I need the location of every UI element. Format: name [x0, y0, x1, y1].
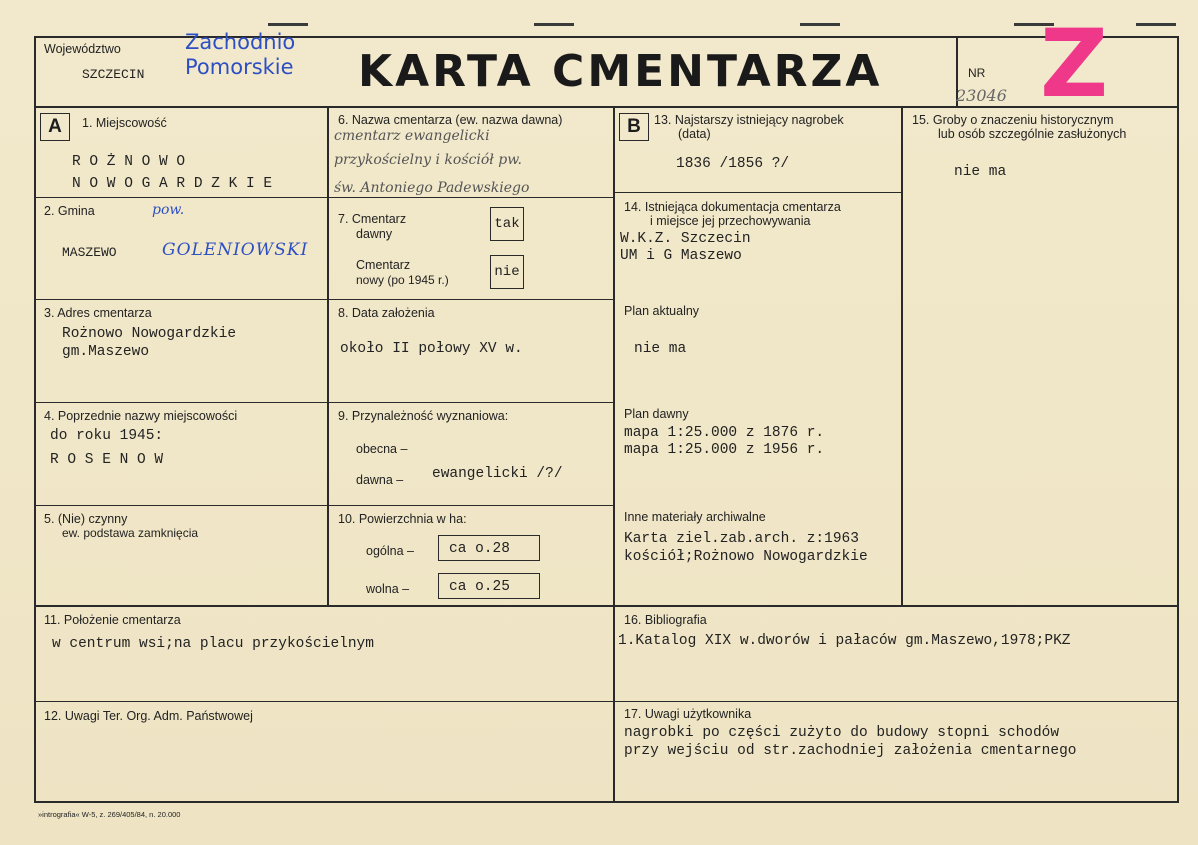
bibliography-value: 1.Katalog XIX w.dworów i pałaców gm.Maszewo,1978;PKZ — [618, 633, 1071, 649]
former-name-line2: R O S E N O W — [50, 452, 164, 468]
hand-pow: pow. — [152, 202, 185, 218]
nr-value: 23046 — [956, 86, 1007, 105]
old-plan-line2: mapa 1:25.000 z 1956 r. — [624, 442, 825, 458]
index-tick — [1136, 23, 1176, 26]
user-notes-line1: nagrobki po części zużyto do budowy stopni schodów — [624, 725, 1060, 741]
field-label: 17. Uwagi użytkownika — [624, 707, 752, 721]
free-area: ca o.25 — [438, 573, 540, 599]
field-label: 5. (Nie) czynny — [44, 512, 128, 526]
stamp-line: Pomorskie — [185, 55, 294, 79]
index-tick — [534, 23, 574, 26]
field-label: 8. Data założenia — [338, 306, 435, 320]
field-label: (data) — [678, 127, 711, 141]
archival-line2: kościół;Rożnowo Nowogardzkie — [624, 549, 868, 565]
field-label: i miejsce jej przechowywania — [650, 214, 811, 228]
field-label: 13. Najstarszy istniejący nagrobek — [654, 113, 844, 127]
field-label: Plan aktualny — [624, 304, 700, 318]
founding-date: około II połowy XV w. — [340, 341, 523, 357]
cemetery-name-hand: przykościelny i kościół pw. — [334, 152, 522, 168]
address-line2: gm.Maszewo — [62, 344, 150, 360]
card-title: KARTA CMENTARZA — [358, 46, 883, 97]
region-stamp — [185, 30, 295, 80]
old-plan-line1: mapa 1:25.000 z 1876 r. — [624, 425, 825, 441]
field-label: 12. Uwagi Ter. Org. Adm. Państwowej — [44, 709, 253, 723]
section-b-marker: B — [619, 113, 649, 141]
section-a-marker: A — [40, 113, 70, 141]
field-label: dawna – — [356, 473, 404, 487]
field-label: 2. Gmina — [44, 204, 95, 218]
field-label: 16. Bibliografia — [624, 613, 707, 627]
category-letter: Z — [1040, 10, 1109, 119]
field-label: 7. Cmentarz — [338, 212, 407, 226]
locality-line1: R O Ż N O W O — [72, 154, 186, 170]
field-label: 14. Istniejąca dokumentacja cmentarza — [624, 200, 841, 214]
location-value: w centrum wsi;na placu przykościelnym — [52, 636, 374, 652]
field-label: ew. podstawa zamknięcia — [62, 526, 199, 540]
field-label: lub osób szczególnie zasłużonych — [938, 127, 1127, 141]
powiat-handwritten: GOLENIOWSKI — [162, 240, 309, 260]
cemetery-name-hand: św. Antoniego Padewskiego — [334, 180, 530, 196]
oldest-tombstone: 1836 /1856 ?/ — [676, 156, 790, 172]
current-plan: nie ma — [634, 341, 687, 357]
field-label: ogólna – — [366, 544, 414, 558]
documentation-line2: UM i G Maszewo — [620, 248, 742, 264]
old-cemetery-checkbox: tak — [490, 207, 524, 241]
field-label: dawny — [356, 227, 393, 241]
former-name-line1: do roku 1945: — [50, 428, 164, 444]
field-label: 4. Poprzednie nazwy miejscowości — [44, 409, 238, 423]
field-label: obecna – — [356, 442, 408, 456]
documentation-line1: W.K.Z. Szczecin — [620, 231, 751, 247]
stamp-line: Zachodnio — [185, 30, 296, 54]
field-label: Plan dawny — [624, 407, 689, 421]
user-notes-line2: przy wejściu od str.zachodniej założenia cmentarnego — [624, 743, 1077, 759]
field-label: nowy (po 1945 r.) — [356, 273, 449, 287]
new-cemetery-checkbox: nie — [490, 255, 524, 289]
former-denomination: ewangelicki /?/ — [432, 466, 563, 482]
field-label: 15. Groby o znaczeniu historycznym — [912, 113, 1114, 127]
print-footer: »intrografia« W-5, z. 269/405/84, n. 20.000 — [38, 810, 181, 819]
locality-line2: N O W O G A R D Z K I E — [72, 176, 273, 192]
index-tick — [800, 23, 840, 26]
field-label: 1. Miejscowość — [82, 116, 167, 130]
archival-line1: Karta ziel.zab.arch. z:1963 — [624, 531, 859, 547]
wojewodztwo-value: SZCZECIN — [82, 67, 145, 82]
field-label: 6. Nazwa cmentarza (ew. nazwa dawna) — [338, 113, 563, 127]
total-area: ca o.28 — [438, 535, 540, 561]
wojewodztwo-label: Województwo — [44, 42, 121, 56]
historic-graves: nie ma — [954, 164, 1007, 180]
index-tick — [268, 23, 308, 26]
field-label: Cmentarz — [356, 258, 411, 272]
field-label: wolna – — [366, 582, 410, 596]
field-label: Inne materiały archiwalne — [624, 510, 766, 524]
field-label: 10. Powierzchnia w ha: — [338, 512, 467, 526]
gmina-value: MASZEWO — [62, 245, 117, 260]
field-label: 9. Przynależność wyznaniowa: — [338, 409, 509, 423]
field-label: 11. Położenie cmentarza — [44, 613, 181, 627]
cemetery-name-hand: cmentarz ewangelicki — [334, 128, 490, 144]
address-line1: Rożnowo Nowogardzkie — [62, 326, 237, 342]
nr-label: NR — [968, 66, 986, 80]
field-label: 3. Adres cmentarza — [44, 306, 152, 320]
